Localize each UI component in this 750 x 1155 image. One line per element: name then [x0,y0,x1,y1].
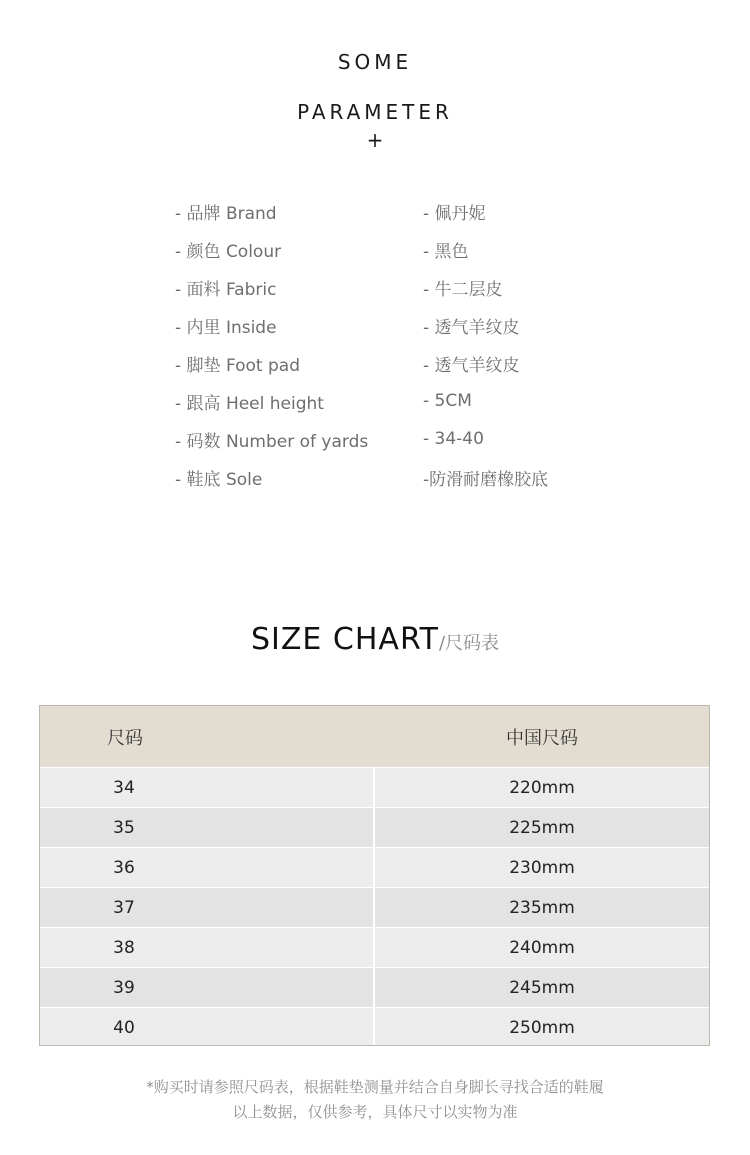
parameter-row [175,306,595,344]
parameter-value: - 佩丹妮 [423,203,486,224]
parameter-label: - 面料 Fabric [175,279,277,300]
table-row [40,1007,709,1046]
section-title-parameter: PARAMETER [297,100,453,124]
parameter-label: - 内里 Inside [175,317,277,338]
parameter-value: -防滑耐磨橡胶底 [423,469,549,490]
table-cell-size: 40 [113,1017,135,1038]
table-cell-size: 39 [113,977,135,998]
parameter-value: - 黑色 [423,241,469,262]
table-cell-length: 240mm [509,937,575,958]
parameter-value: - 透气羊纹皮 [423,355,520,376]
table-cell-size: 37 [113,897,135,918]
parameter-value: - 5CM [423,391,472,411]
table-row [40,887,709,927]
table-cell-length: 245mm [509,977,575,998]
parameter-label: - 鞋底 Sole [175,469,263,490]
parameter-value: - 牛二层皮 [423,279,503,300]
table-row [40,847,709,887]
parameter-row [175,268,595,306]
size-chart-subtitle: /尺码表 [438,633,500,654]
table-cell-size: 38 [113,937,135,958]
table-row [40,767,709,807]
parameter-list [175,192,595,496]
parameter-row [175,344,595,382]
table-cell-size: 35 [113,817,135,838]
section-title-some: SOME [337,50,413,74]
parameter-label: - 品牌 Brand [175,203,277,224]
parameter-label: - 码数 Number of yards [175,431,369,452]
table-cell-length: 235mm [509,897,575,918]
table-row [40,927,709,967]
parameter-label: - 跟高 Heel height [175,393,324,414]
table-cell-length: 250mm [509,1017,575,1038]
parameter-value: - 34-40 [423,429,484,449]
column-header-china-size: 中国尺码 [506,727,578,749]
footnote-line: *购买时请参照尺码表，根据鞋垫测量并结合自身脚长寻找合适的鞋履 [146,1078,604,1096]
plus-icon: + [366,128,384,152]
table-cell-size: 36 [113,857,135,878]
parameter-row [175,230,595,268]
size-table-header [40,706,709,767]
table-row [40,807,709,847]
size-chart-title: SIZE CHART [250,622,439,657]
parameter-row [175,382,595,420]
parameter-label: - 颜色 Colour [175,241,282,262]
column-header-size: 尺码 [107,727,143,749]
size-chart-heading [0,622,750,657]
table-row [40,967,709,1007]
footnote-line: 以上数据，仅供参考，具体尺寸以实物为准 [232,1103,518,1121]
parameter-value: - 透气羊纹皮 [423,317,520,338]
size-table [39,705,710,1046]
parameter-row [175,192,595,230]
size-table-body [40,767,709,1046]
size-footnote [0,1075,750,1125]
table-cell-length: 225mm [509,817,575,838]
parameter-label: - 脚垫 Foot pad [175,355,300,376]
parameter-row [175,458,595,496]
parameter-row [175,420,595,458]
table-cell-length: 220mm [509,777,575,798]
table-cell-length: 230mm [509,857,575,878]
table-cell-size: 34 [113,777,135,798]
